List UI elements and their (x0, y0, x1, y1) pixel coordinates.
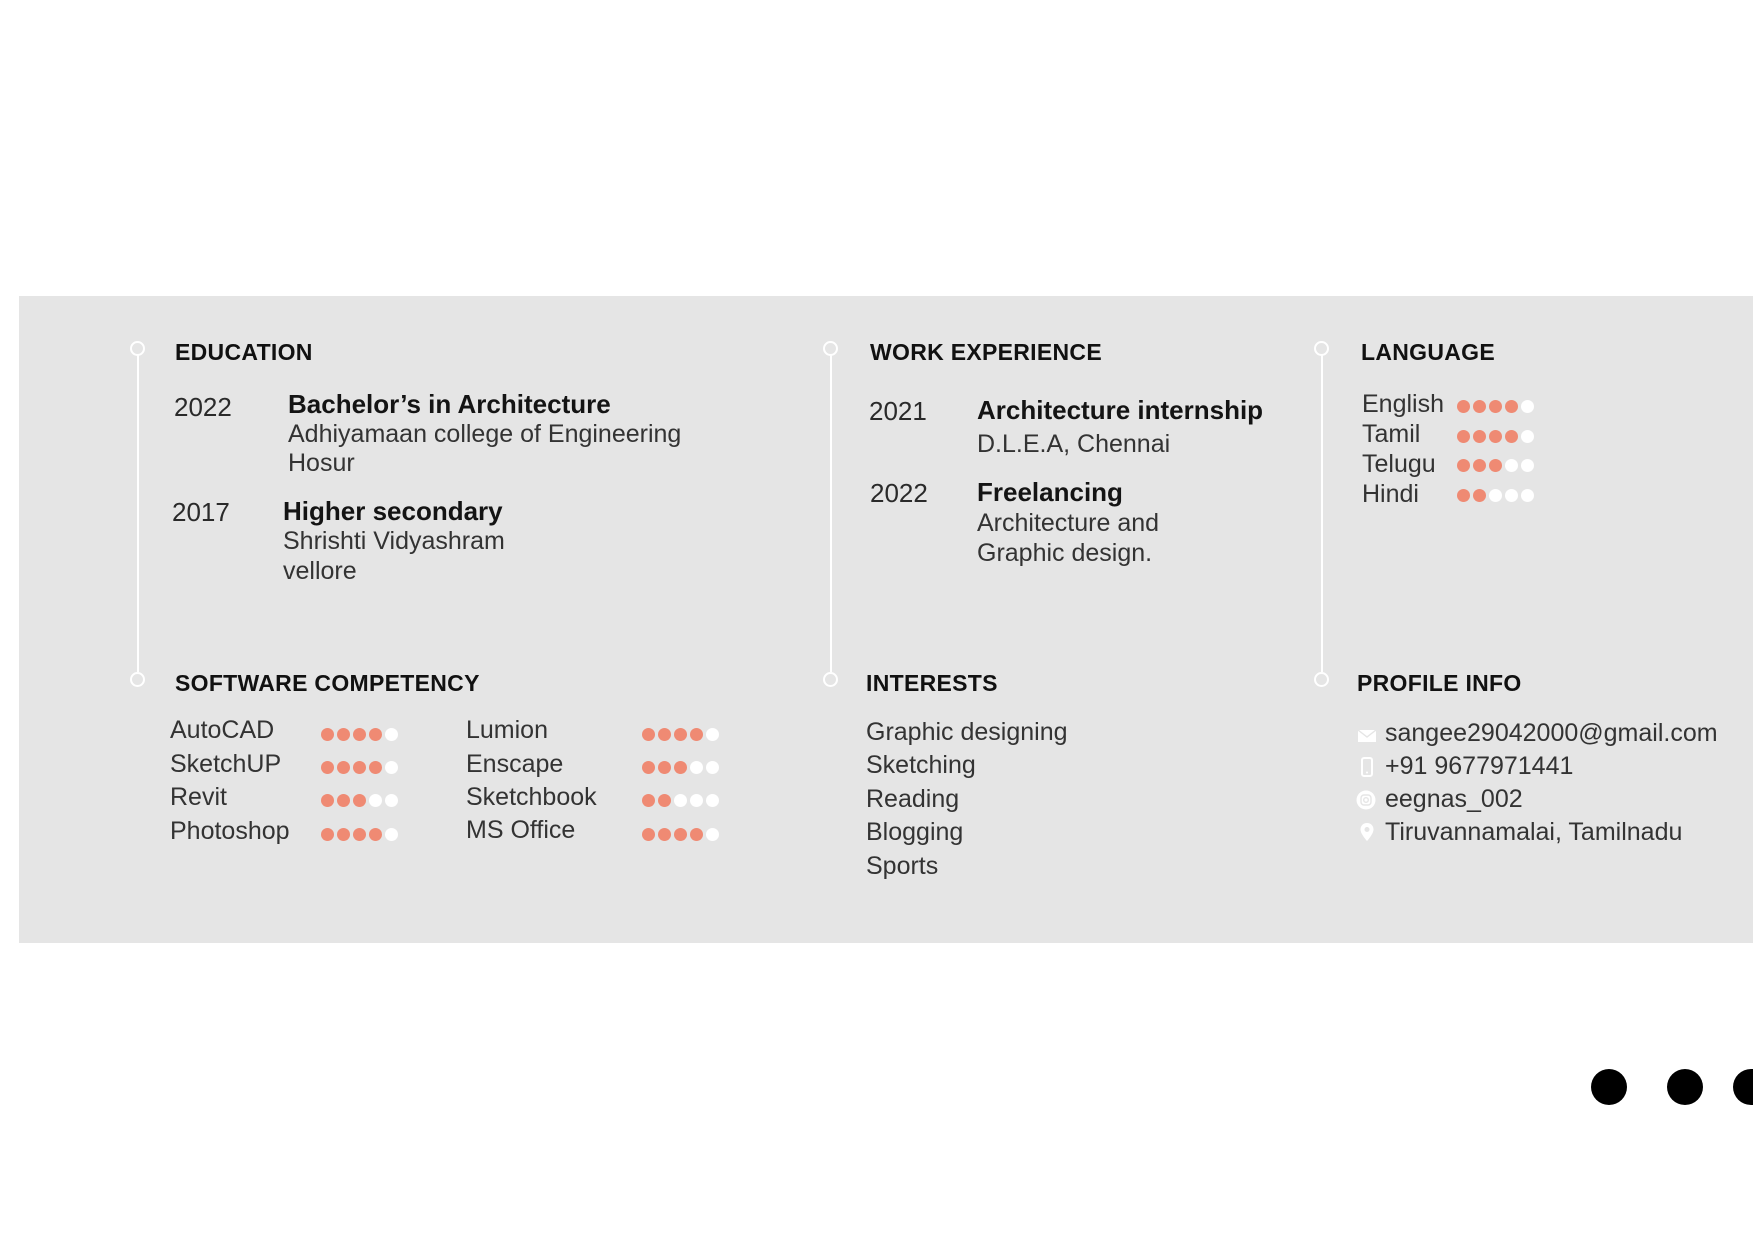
rating-dot-filled (353, 728, 366, 741)
rating-dot-filled (658, 728, 671, 741)
language-rating (1457, 430, 1534, 443)
rating-dot-filled (369, 761, 382, 774)
phone-icon (1357, 757, 1377, 777)
work-description: Architecture and (977, 509, 1160, 537)
rating-dot-filled (658, 761, 671, 774)
rating-dot-filled (642, 828, 655, 841)
decorative-dot (1591, 1069, 1627, 1105)
rating-dot-filled (337, 794, 350, 807)
rating-dot-empty (706, 761, 719, 774)
software-rating (642, 828, 719, 841)
software-rating (642, 728, 719, 741)
rating-dot-filled (369, 728, 382, 741)
timeline-node (1314, 672, 1329, 687)
rating-dot-filled (674, 761, 687, 774)
rating-dot-filled (1457, 430, 1470, 443)
rating-dot-filled (642, 794, 655, 807)
rating-dot-filled (1457, 489, 1470, 502)
language-heading: LANGUAGE (1361, 339, 1496, 365)
interest-item: Sports (866, 852, 939, 880)
education-heading: EDUCATION (175, 339, 313, 365)
timeline-node (130, 341, 145, 356)
rating-dot-filled (321, 794, 334, 807)
rating-dot-filled (353, 828, 366, 841)
software-rating (321, 794, 398, 807)
language-name: English (1362, 390, 1444, 418)
interest-item: Blogging (866, 818, 964, 846)
profile-instagram[interactable]: eegnas_002 (1385, 785, 1523, 813)
rating-dot-empty (674, 794, 687, 807)
profile-phone[interactable]: +91 9677971441 (1385, 752, 1574, 780)
education-location: vellore (283, 557, 357, 585)
rating-dot-filled (690, 728, 703, 741)
software-name: Lumion (466, 716, 548, 744)
timeline-node (823, 341, 838, 356)
rating-dot-filled (353, 794, 366, 807)
education-year: 2022 (174, 392, 232, 422)
education-title: Higher secondary (283, 496, 503, 526)
rating-dot-empty (690, 794, 703, 807)
work-year: 2021 (869, 396, 927, 426)
software-name: Enscape (466, 750, 564, 778)
rating-dot-empty (706, 794, 719, 807)
language-rating (1457, 459, 1534, 472)
language-name: Hindi (1362, 480, 1419, 508)
rating-dot-filled (1457, 400, 1470, 413)
rating-dot-empty (1521, 400, 1534, 413)
education-institution: Shrishti Vidyashram (283, 527, 505, 555)
profile-heading: PROFILE INFO (1357, 670, 1522, 696)
rating-dot-filled (353, 761, 366, 774)
software-name: Sketchbook (466, 783, 597, 811)
software-name: Revit (170, 783, 227, 811)
interests-heading: INTERESTS (866, 670, 998, 696)
software-heading: SOFTWARE COMPETENCY (175, 670, 480, 696)
work-company: D.L.E.A, Chennai (977, 430, 1171, 458)
software-rating (642, 761, 719, 774)
profile-email[interactable]: sangee29042000@gmail.com (1385, 719, 1718, 747)
rating-dot-empty (1521, 430, 1534, 443)
work-heading: WORK EXPERIENCE (870, 339, 1102, 365)
software-rating (321, 761, 398, 774)
rating-dot-filled (690, 828, 703, 841)
rating-dot-filled (1473, 489, 1486, 502)
decorative-dot (1733, 1069, 1753, 1105)
education-institution: Adhiyamaan college of Engineering (288, 420, 682, 448)
rating-dot-empty (1505, 459, 1518, 472)
software-rating (642, 794, 719, 807)
rating-dot-filled (1489, 430, 1502, 443)
rating-dot-filled (1473, 430, 1486, 443)
location-pin-icon (1357, 822, 1377, 842)
rating-dot-empty (706, 828, 719, 841)
timeline-line-right (1321, 350, 1323, 672)
rating-dot-empty (706, 728, 719, 741)
rating-dot-empty (1505, 489, 1518, 502)
decorative-dot (1667, 1069, 1703, 1105)
rating-dot-filled (337, 728, 350, 741)
software-name: Photoshop (170, 817, 290, 845)
rating-dot-filled (369, 828, 382, 841)
profile-location: Tiruvannamalai, Tamilnadu (1385, 818, 1683, 846)
work-title: Architecture internship (977, 395, 1264, 425)
rating-dot-filled (337, 828, 350, 841)
rating-dot-filled (1457, 459, 1470, 472)
rating-dot-filled (1473, 400, 1486, 413)
timeline-node (823, 672, 838, 687)
rating-dot-empty (385, 728, 398, 741)
software-rating (321, 728, 398, 741)
rating-dot-filled (1489, 459, 1502, 472)
rating-dot-empty (1489, 489, 1502, 502)
software-name: MS Office (466, 816, 576, 844)
timeline-node (130, 672, 145, 687)
education-year: 2017 (172, 497, 230, 527)
timeline-node (1314, 341, 1329, 356)
interest-item: Graphic designing (866, 718, 1068, 746)
rating-dot-filled (658, 794, 671, 807)
education-title: Bachelor’s in Architecture (288, 389, 611, 419)
language-name: Telugu (1362, 450, 1436, 478)
rating-dot-filled (674, 728, 687, 741)
rating-dot-filled (658, 828, 671, 841)
rating-dot-filled (321, 761, 334, 774)
rating-dot-empty (385, 794, 398, 807)
rating-dot-filled (1505, 400, 1518, 413)
rating-dot-filled (642, 761, 655, 774)
rating-dot-empty (385, 828, 398, 841)
rating-dot-empty (1521, 459, 1534, 472)
language-rating (1457, 400, 1534, 413)
timeline-line-middle (830, 350, 832, 672)
language-name: Tamil (1362, 420, 1421, 448)
software-name: AutoCAD (170, 716, 275, 744)
rating-dot-filled (1505, 430, 1518, 443)
rating-dot-filled (321, 728, 334, 741)
work-year: 2022 (870, 478, 928, 508)
mail-icon (1357, 726, 1377, 746)
education-location: Hosur (288, 449, 355, 477)
rating-dot-filled (674, 828, 687, 841)
work-title: Freelancing (977, 477, 1123, 507)
rating-dot-filled (1473, 459, 1486, 472)
rating-dot-empty (385, 761, 398, 774)
software-name: SketchUP (170, 750, 282, 778)
instagram-icon (1356, 790, 1376, 810)
language-rating (1457, 489, 1534, 502)
rating-dot-empty (1521, 489, 1534, 502)
timeline-line-left (137, 350, 139, 672)
interest-item: Sketching (866, 751, 976, 779)
rating-dot-empty (690, 761, 703, 774)
rating-dot-filled (1489, 400, 1502, 413)
work-description: Graphic design. (977, 539, 1153, 567)
rating-dot-filled (321, 828, 334, 841)
rating-dot-empty (369, 794, 382, 807)
rating-dot-filled (337, 761, 350, 774)
rating-dot-filled (642, 728, 655, 741)
software-rating (321, 828, 398, 841)
interest-item: Reading (866, 785, 960, 813)
